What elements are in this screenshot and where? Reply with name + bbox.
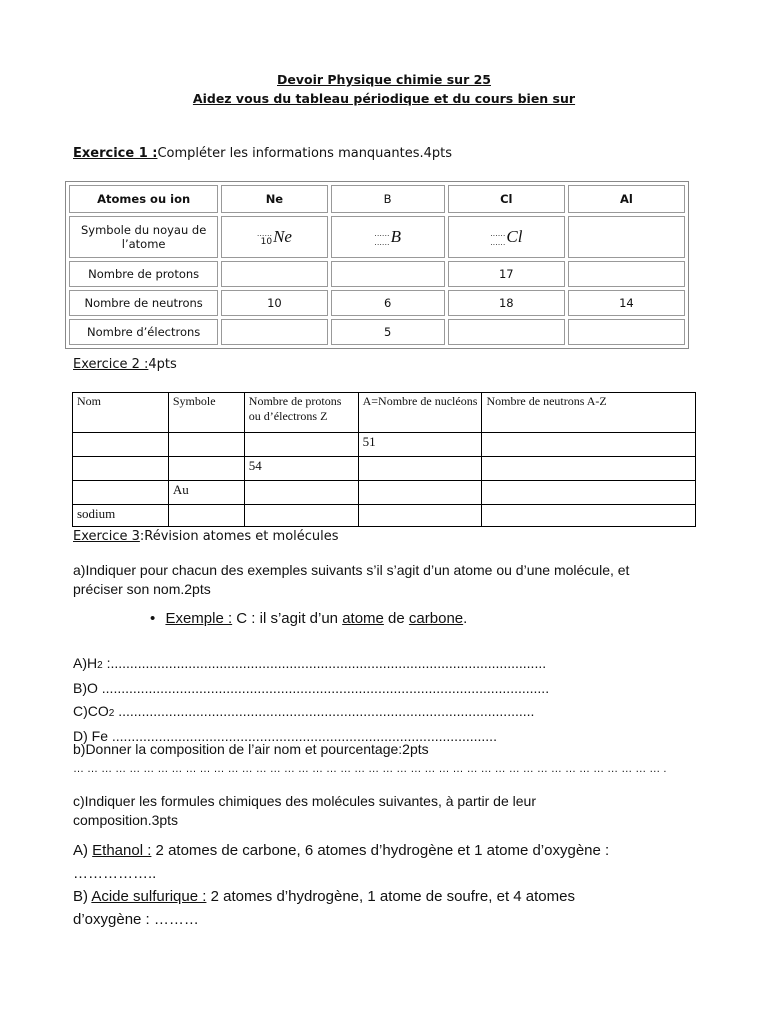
mass-number-blank: ...... — [490, 229, 506, 239]
exercise1-instruction: Compléter les informations manquantes.4pts — [157, 146, 453, 161]
table-header-cell: B — [331, 185, 445, 213]
table-row — [73, 457, 696, 481]
row-label — [69, 216, 218, 258]
example-carbon: carbone — [408, 610, 464, 627]
table-cell: 54 — [244, 457, 358, 481]
table-cell — [168, 433, 244, 457]
instruction-line: préciser son nom.2pts — [73, 581, 211, 597]
table-cell — [358, 457, 482, 481]
mass-number-blank: ...... — [256, 229, 273, 239]
table-cell — [568, 261, 685, 287]
table-cell — [244, 481, 358, 505]
element-symbol: B — [390, 226, 401, 246]
table-header-row — [69, 185, 685, 213]
sulfuric-acid-label: Acide sulfurique : — [91, 888, 207, 905]
exercise3-heading — [73, 529, 339, 544]
nucleus-symbol-cell — [331, 216, 445, 258]
table-cell — [168, 457, 244, 481]
ethanol-composition: 2 atomes de carbone, 6 atomes d’hydrogène et 1 atome d’oxygène : — [151, 842, 610, 859]
answer-dots: …………….. — [73, 865, 157, 882]
row-label: Nombre d’électrons — [69, 319, 218, 345]
table-cell — [482, 481, 696, 505]
part-c-item-b — [73, 885, 575, 931]
table-row — [69, 216, 685, 258]
example-text: de — [383, 610, 409, 627]
atomic-number-blank: ...... — [374, 238, 390, 248]
table-row — [69, 290, 685, 316]
exercise3-part-b: b)Donner la composition de l’air nom et pourcentage:2pts — [73, 741, 429, 757]
atomic-number-blank: ...... — [490, 238, 506, 248]
item-prefix: D) Fe — [73, 728, 108, 744]
exercise3-title: :Révision atomes et molécules — [139, 529, 339, 544]
table-row — [73, 481, 696, 505]
table-cell — [331, 261, 445, 287]
part-c-item-a — [73, 839, 609, 885]
table-header-cell: Nombre de neutrons A-Z — [482, 393, 696, 433]
table-header-cell: Al — [568, 185, 685, 213]
table-cell — [168, 505, 244, 527]
example-atom: atome — [342, 610, 384, 627]
sulfuric-acid-composition-cont: d’oxygène : ……… — [73, 911, 199, 928]
item-prefix: B) — [73, 888, 92, 905]
table-row — [73, 505, 696, 527]
table-cell: 10 — [221, 290, 327, 316]
table-cell — [73, 481, 169, 505]
exercise2-label: Exercice 2 : — [73, 357, 149, 372]
item-dots: ................................................................................................................... — [97, 680, 550, 696]
table-cell — [448, 319, 565, 345]
table-cell: 51 — [358, 433, 482, 457]
table-header-cell: Cl — [448, 185, 565, 213]
item-prefix: A)H — [73, 655, 98, 671]
table-header-cell: Atomes ou ion — [69, 185, 218, 213]
table-cell — [482, 457, 696, 481]
table-cell: 14 — [568, 290, 685, 316]
row-label-line: Symbole du noyau de — [80, 223, 207, 237]
exercise1-heading — [73, 146, 452, 161]
table-header-cell: Symbole — [168, 393, 244, 433]
row-label-line: l’atome — [121, 237, 166, 251]
table-cell — [221, 261, 327, 287]
example-line — [150, 610, 467, 627]
table-header-cell: Ne — [221, 185, 327, 213]
table-header-cell: Nom — [73, 393, 169, 433]
answer-line — [73, 700, 549, 725]
item-dots: ........................................................................................................... — [114, 703, 535, 719]
table-cell: 5 — [331, 319, 445, 345]
table-row — [73, 433, 696, 457]
page-subtitle: Aidez vous du tableau périodique et du cours bien sur — [192, 91, 576, 106]
table-cell — [244, 505, 358, 527]
table-cell — [73, 457, 169, 481]
table-header-cell: A=Nombre de nucléons — [358, 393, 482, 433]
answer-line — [73, 677, 549, 700]
answer-lines — [73, 652, 549, 748]
table-row — [69, 261, 685, 287]
table-cell — [221, 319, 327, 345]
table-cell — [482, 433, 696, 457]
item-dots: ................................................................................................... — [108, 728, 497, 744]
ethanol-label: Ethanol : — [92, 842, 152, 859]
table-cell: 6 — [331, 290, 445, 316]
instruction-line: c)Indiquer les formules chimiques des molécules suivantes, à partir de leur — [73, 793, 536, 809]
row-label: Nombre de neutrons — [69, 290, 218, 316]
answer-line — [73, 652, 549, 677]
item-prefix: C)CO — [73, 703, 109, 719]
instruction-line: composition.3pts — [73, 812, 179, 828]
example-text: C : il s’agit d’un — [232, 610, 343, 627]
item-sub: 2 — [97, 660, 103, 671]
nucleus-symbol-cell — [448, 216, 565, 258]
sulfuric-acid-composition: 2 atomes d’hydrogène, 1 atome de soufre, et 4 atomes — [206, 888, 575, 905]
table-cell — [568, 319, 685, 345]
table-header-row — [73, 393, 696, 433]
table-cell — [73, 433, 169, 457]
table-cell — [358, 481, 482, 505]
page-title: Devoir Physique chimie sur 25 — [277, 72, 491, 87]
instruction-line: a)Indiquer pour chacun des exemples suivants s’il s’agit d’un atome ou d’une molécule, et — [73, 562, 630, 578]
exercise1-table — [65, 181, 689, 349]
exercise1-label: Exercice 1 : — [73, 146, 158, 161]
table-cell: Au — [168, 481, 244, 505]
item-sub: 2 — [108, 708, 115, 719]
table-cell: 18 — [448, 290, 565, 316]
bullet: • — [150, 610, 156, 627]
table-row — [69, 319, 685, 345]
atomic-number: 10 — [260, 237, 273, 248]
item-dots: :................................................................................................................ — [102, 655, 547, 671]
element-symbol: Cl — [506, 226, 523, 246]
example-end: . — [463, 610, 468, 627]
table-cell: sodium — [73, 505, 169, 527]
example-label: Exemple : — [165, 610, 233, 627]
row-label: Nombre de protons — [69, 261, 218, 287]
exercise2-heading — [73, 357, 177, 372]
table-cell: 17 — [448, 261, 565, 287]
mass-number-blank: ...... — [374, 229, 390, 239]
part-b-answer-dots: … … … … … … … … … … … … … … … … … … … … … … … … … … … … … … … … … … … … … … … … … … . — [73, 763, 667, 775]
table-cell — [482, 505, 696, 527]
exercise3-part-c — [73, 792, 536, 830]
nucleus-symbol-cell — [221, 216, 327, 258]
exercise2-table — [72, 392, 696, 527]
item-prefix: A) — [73, 842, 93, 859]
exercise3-part-a — [73, 561, 629, 599]
element-symbol: Ne — [273, 226, 292, 246]
item-prefix: B)O — [73, 680, 98, 696]
exercise3-label: Exercice 3 — [73, 529, 140, 544]
table-cell — [358, 505, 482, 527]
table-cell — [244, 433, 358, 457]
exercise2-points: 4pts — [148, 357, 177, 372]
nucleus-symbol-cell — [568, 216, 685, 258]
table-header-cell: Nombre de protons ou d’électrons Z — [244, 393, 358, 433]
